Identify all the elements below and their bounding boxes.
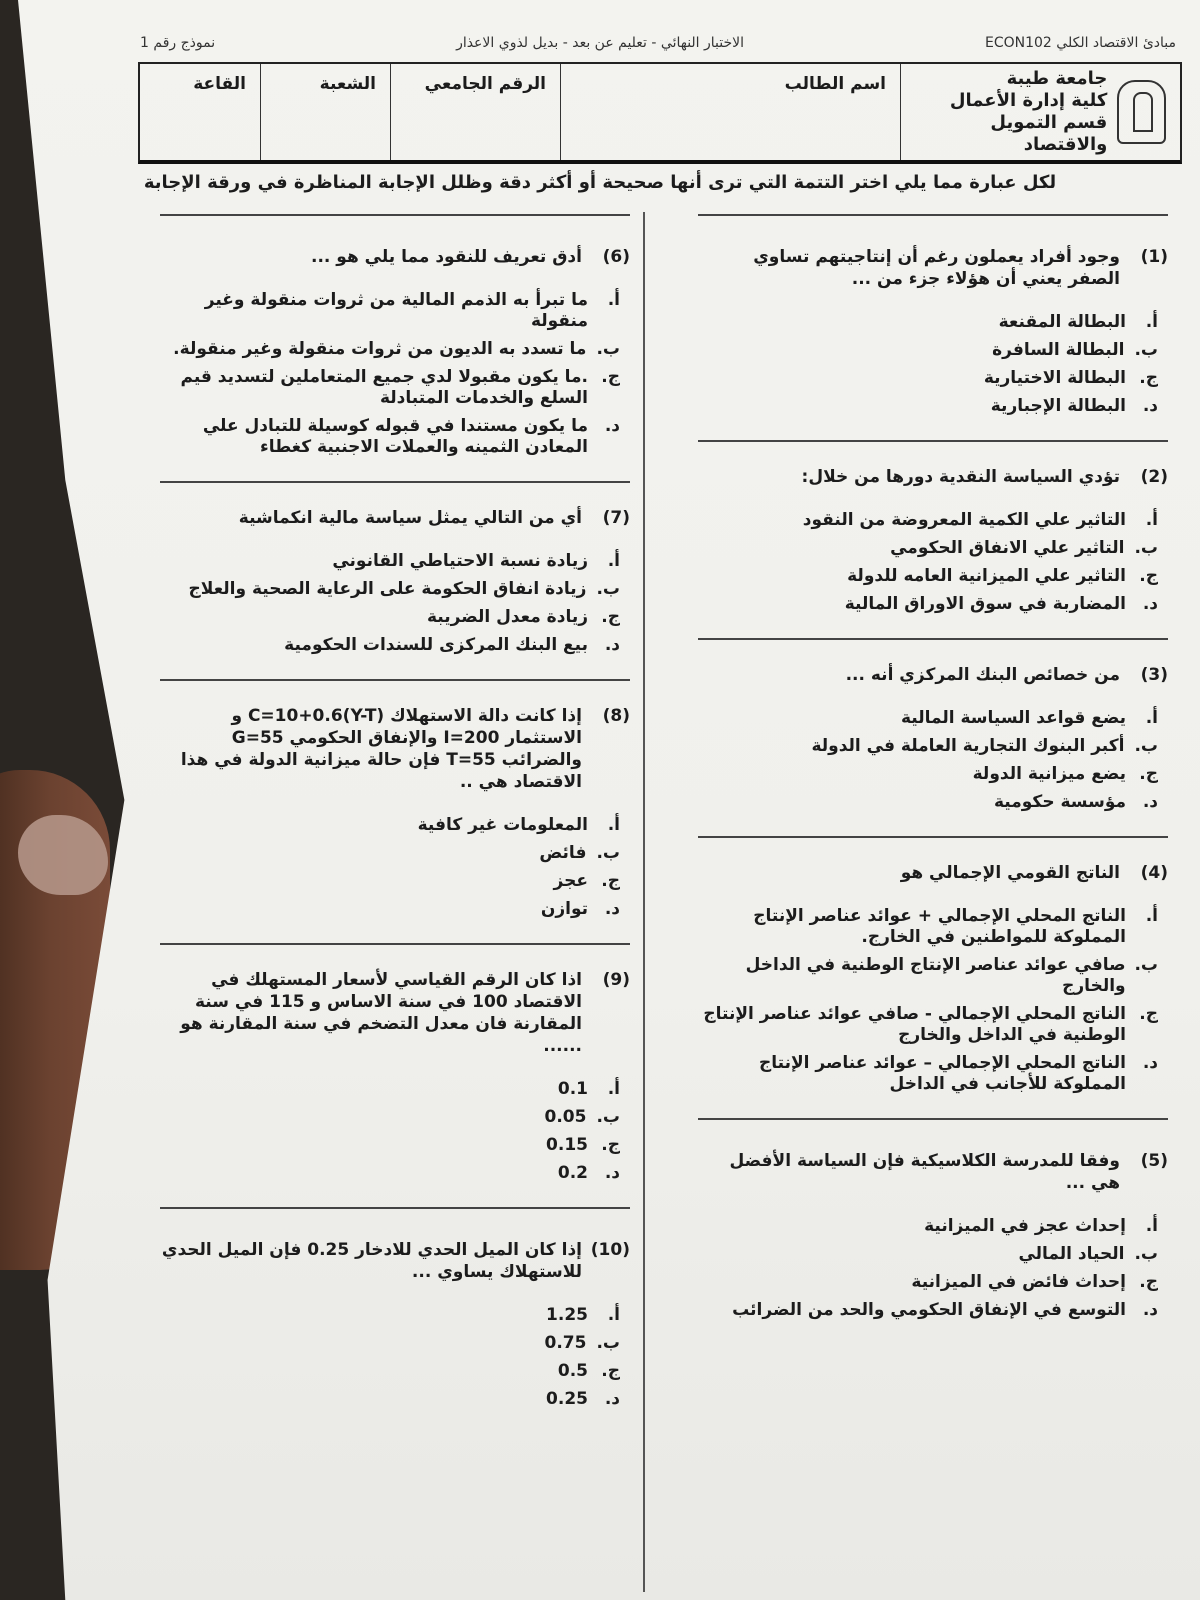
option-text: يضع ميزانية الدولة (972, 764, 1126, 784)
options-list (160, 815, 630, 920)
question-number: (8) (602, 706, 630, 726)
option-letter: ج. (601, 367, 620, 387)
question-text: اذا كان الرقم القياسي لأسعار المستهلك في الاقتصاد 100 في سنة الاساس و 115 في سنة المقارنة فان معدل التضخم في سنة المقارنة هو ...... (180, 970, 582, 1056)
options-list (698, 312, 1168, 417)
question-text: وجود أفراد يعملون رغم أن إنتاجيتهم تساوي الصفر يعني أن هؤلاء جزء من ... (753, 247, 1120, 289)
option-text: التاثير علي الميزانية العامه للدولة (847, 566, 1126, 586)
department-name: قسم التمويل والاقتصاد (990, 112, 1108, 155)
option-letter: أ. (1145, 1216, 1158, 1236)
answer-option (160, 1107, 620, 1128)
answer-option (698, 340, 1158, 361)
option-letter: ج. (1139, 566, 1158, 586)
question-stem (698, 862, 1168, 884)
question-number: (10) (590, 1240, 630, 1260)
answer-option (698, 955, 1158, 997)
student-id-field (390, 64, 560, 160)
answer-option (698, 510, 1158, 531)
answer-option (160, 843, 620, 864)
course-title: مبادئ الاقتصاد الكلي ECON102 (985, 35, 1176, 51)
answer-option (160, 635, 620, 656)
option-text: 0.2 (557, 1163, 588, 1183)
options-list (160, 551, 630, 656)
question-number: (5) (1140, 1151, 1168, 1171)
question-4 (698, 838, 1168, 1112)
question-stem (698, 466, 1168, 488)
option-text: إحداث عجز في الميزانية (924, 1216, 1126, 1236)
question-text: أي من التالي يمثل سياسة مالية انكماشية (238, 508, 582, 528)
question-5 (698, 1120, 1168, 1338)
answer-option (160, 367, 620, 409)
option-letter: د. (1142, 792, 1158, 812)
model-number: نموذج رقم 1 (140, 35, 216, 51)
option-letter: ج. (1139, 368, 1158, 388)
question-text: من خصائص البنك المركزي أنه ... (845, 665, 1120, 685)
answer-option (160, 1305, 620, 1326)
option-text: التاثير علي الكمية المعروضة من النقود (802, 510, 1126, 530)
answer-option (698, 1004, 1158, 1046)
answer-option (698, 1244, 1158, 1265)
answer-option (698, 1300, 1158, 1321)
question-7 (160, 483, 630, 673)
option-letter: د. (604, 899, 620, 919)
top-header (140, 28, 1176, 58)
option-text: المعلومات غير كافية (417, 815, 588, 835)
section-label: الشعبة (319, 74, 376, 94)
question-text: الناتج القومي الإجمالي هو (900, 863, 1120, 883)
room-label: القاعة (193, 74, 246, 94)
answer-option (160, 899, 620, 920)
option-text: 0.15 (546, 1135, 588, 1155)
answer-option (160, 1361, 620, 1382)
question-8 (160, 681, 630, 937)
option-text: زيادة انفاق الحكومة على الرعاية الصحية والعلاج (188, 579, 587, 599)
answer-option (698, 1272, 1158, 1293)
answer-option (160, 1333, 620, 1354)
answer-option (698, 906, 1158, 948)
question-stem (160, 705, 630, 793)
room-field (140, 64, 260, 160)
question-number: (6) (602, 247, 630, 267)
question-stem (698, 664, 1168, 686)
option-letter: د. (604, 416, 620, 436)
option-text: الحياد المالي (1018, 1244, 1125, 1264)
option-letter: د. (604, 1163, 620, 1183)
answer-option (160, 551, 620, 572)
option-text: زيادة معدل الضريبة (426, 607, 588, 627)
option-text: فائض (539, 843, 587, 863)
options-list (160, 1079, 630, 1184)
answer-option (160, 416, 620, 458)
option-letter: ب. (596, 1333, 620, 1353)
university-logo-icon (1117, 80, 1166, 144)
option-letter: ج. (1139, 764, 1158, 784)
question-stem (160, 1239, 630, 1283)
answer-option (698, 312, 1158, 333)
option-text: صافي عوائد عناصر الإنتاج الوطنية في الداخل والخارج (745, 955, 1126, 996)
question-6 (160, 216, 630, 475)
options-list (160, 1305, 630, 1410)
option-text: 0.25 (546, 1389, 588, 1409)
option-text: ما تسدد به الديون من ثروات منقولة وغير منقولة. (173, 339, 587, 359)
option-letter: أ. (607, 290, 620, 310)
option-letter: د. (604, 1389, 620, 1409)
option-text: أكبر البنوك التجارية العاملة في الدولة (811, 736, 1125, 756)
instructions: لكل عبارة مما يلي اختر التتمة التي ترى أنها صحيحة أو أكثر دقة وظلل الإجابة المناظرة في ورقة الإجابة (143, 172, 1057, 193)
question-number: (9) (602, 970, 630, 990)
option-text: الناتج المحلي الإجمالي – عوائد عناصر الإنتاج المملوكة للأجانب في الداخل (759, 1053, 1126, 1094)
answer-option (160, 607, 620, 628)
option-letter: أ. (607, 551, 620, 571)
option-letter: أ. (1145, 510, 1158, 530)
option-text: التوسع في الإنفاق الحكومي والحد من الضرائب (732, 1300, 1126, 1320)
option-letter: ب. (1134, 340, 1158, 360)
option-letter: أ. (607, 1079, 620, 1099)
answer-option (698, 1216, 1158, 1237)
option-text: 1.25 (546, 1305, 588, 1325)
option-letter: ب. (596, 339, 620, 359)
student-id-label: الرقم الجامعي (424, 74, 546, 94)
question-number: (2) (1140, 467, 1168, 487)
option-text: ما تبرأ به الذمم المالية من ثروات منقولة وغير منقولة (204, 290, 588, 331)
option-text: التاثير علي الانفاق الحكومي (890, 538, 1125, 558)
question-9 (160, 945, 630, 1201)
answer-option (160, 579, 620, 600)
option-text: البطالة الاختيارية (983, 368, 1126, 388)
option-letter: أ. (1145, 708, 1158, 728)
question-1 (698, 216, 1168, 434)
question-2 (698, 442, 1168, 632)
options-list (698, 906, 1168, 1095)
question-number: (1) (1140, 247, 1168, 267)
option-text: مؤسسة حكومية (994, 792, 1126, 812)
option-text: إحداث فائض في الميزانية (911, 1272, 1126, 1292)
option-letter: ب. (1134, 538, 1158, 558)
answer-option (698, 368, 1158, 389)
option-text: المضاربة في سوق الاوراق المالية (844, 594, 1126, 614)
question-text: إذا كانت دالة الاستهلاك C=10+0.6(Y-T) و الاستثمار I=200 والإنفاق الحكومي G=55 والضرائب T=55 فإن حالة ميزانية الدولة في هذا الاقتصاد هي .. (180, 706, 582, 792)
student-name-field (560, 64, 900, 160)
option-letter: ج. (601, 871, 620, 891)
option-letter: ب. (1134, 955, 1158, 975)
option-text: الناتج المحلي الإجمالي - صافي عوائد عناصر الإنتاج الوطنية في الداخل والخارج (703, 1004, 1126, 1045)
question-text: وفقا للمدرسة الكلاسيكية فإن السياسة الأفضل هي ... (729, 1151, 1120, 1193)
question-text: تؤدي السياسة النقدية دورها من خلال: (801, 467, 1120, 487)
options-list (160, 290, 630, 458)
option-letter: ج. (1139, 1272, 1158, 1292)
student-info-box (138, 62, 1182, 164)
option-letter: أ. (607, 1305, 620, 1325)
student-name-label: اسم الطالب (784, 74, 886, 94)
option-letter: ب. (596, 843, 620, 863)
questions-column-right (698, 208, 1168, 1338)
answer-option (160, 871, 620, 892)
answer-option (698, 566, 1158, 587)
question-3 (698, 640, 1168, 830)
question-stem (160, 969, 630, 1057)
option-text: 0.1 (557, 1079, 588, 1099)
option-letter: د. (1142, 594, 1158, 614)
option-text: زيادة نسبة الاحتياطي القانوني (332, 551, 588, 571)
options-list (698, 1216, 1168, 1321)
answer-option (160, 815, 620, 836)
option-text: يضع قواعد السياسة المالية (900, 708, 1126, 728)
question-number: (7) (602, 508, 630, 528)
university-name: جامعة طيبة (1006, 68, 1108, 89)
question-stem (160, 246, 630, 268)
question-number: (4) (1140, 863, 1168, 883)
answer-option (698, 396, 1158, 417)
answer-option (160, 339, 620, 360)
answer-option (160, 290, 620, 332)
section-field (260, 64, 390, 160)
options-list (698, 510, 1168, 615)
option-text: توازن (540, 899, 588, 919)
option-letter: ج. (1139, 1004, 1158, 1024)
option-letter: د. (1142, 396, 1158, 416)
university-block (900, 64, 1180, 160)
answer-option (698, 764, 1158, 785)
option-text: 0.75 (544, 1333, 587, 1353)
options-list (698, 708, 1168, 813)
question-stem (698, 246, 1168, 290)
answer-option (698, 594, 1158, 615)
option-text: .ما يكون مقبولا لدي جميع المتعاملين لتسديد قيم السلع والخدمات المتبادلة (180, 367, 588, 408)
option-letter: د. (1142, 1300, 1158, 1320)
option-letter: ب. (1134, 1244, 1158, 1264)
option-text: بيع البنك المركزى للسندات الحكومية (284, 635, 588, 655)
option-text: الناتج المحلي الإجمالي + عوائد عناصر الإنتاج المملوكة للمواطنين في الخارج. (753, 906, 1126, 947)
answer-option (698, 1053, 1158, 1095)
answer-option (160, 1079, 620, 1100)
option-text: البطالة السافرة (992, 340, 1125, 360)
option-letter: أ. (1145, 906, 1158, 926)
option-letter: د. (1142, 1053, 1158, 1073)
option-letter: أ. (1145, 312, 1158, 332)
question-text: إذا كان الميل الحدي للادخار 0.25 فإن الميل الحدي للاستهلاك يساوي ... (161, 1240, 582, 1282)
option-text: ما يكون مستندا في قبوله كوسيلة للتبادل علي المعادن الثمينه والعملات الاجنبية كغطاء (202, 416, 588, 457)
answer-option (698, 792, 1158, 813)
college-name: كلية إدارة الأعمال (949, 90, 1108, 111)
option-letter: ج. (601, 1135, 620, 1155)
answer-option (698, 538, 1158, 559)
question-10 (160, 1209, 630, 1427)
question-stem (160, 507, 630, 529)
option-text: عجز (553, 871, 588, 891)
answer-option (698, 736, 1158, 757)
option-letter: ج. (601, 1361, 620, 1381)
column-divider (643, 212, 645, 1592)
option-letter: ج. (601, 607, 620, 627)
exam-title: الاختبار النهائي - تعليم عن بعد - بديل لذوي الاعذار (456, 35, 745, 51)
option-letter: أ. (607, 815, 620, 835)
option-text: البطالة المقنعة (998, 312, 1126, 332)
question-stem (698, 1150, 1168, 1194)
option-text: 0.05 (544, 1107, 587, 1127)
answer-option (160, 1135, 620, 1156)
option-text: 0.5 (557, 1361, 588, 1381)
option-letter: ب. (1134, 736, 1158, 756)
answer-option (160, 1163, 620, 1184)
option-text: البطالة الإجبارية (990, 396, 1126, 416)
question-text: أدق تعريف للنقود مما يلي هو ... (311, 247, 582, 267)
questions-column-left (160, 208, 630, 1427)
answer-option (698, 708, 1158, 729)
answer-option (160, 1389, 620, 1410)
option-letter: د. (604, 635, 620, 655)
question-number: (3) (1140, 665, 1168, 685)
option-letter: ب. (596, 1107, 620, 1127)
option-letter: ب. (596, 579, 620, 599)
